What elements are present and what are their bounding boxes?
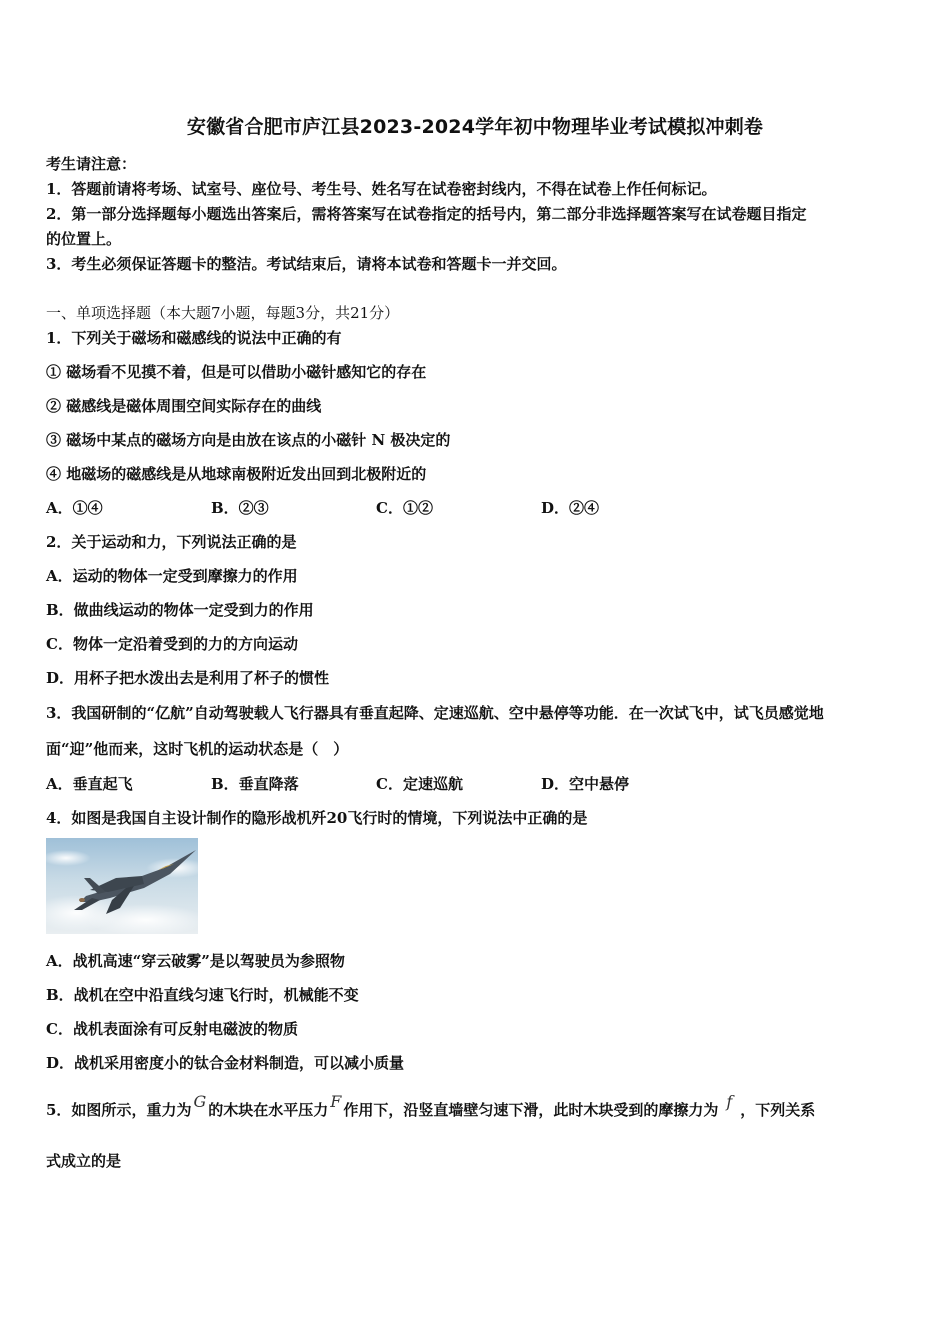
q4-option-a[interactable]: A．战机高速“穿云破雾”是以驾驶员为参照物 — [46, 952, 345, 970]
q3-option-a[interactable]: A．垂直起飞 — [46, 775, 133, 793]
q2-option-a[interactable]: A．运动的物体一定受到摩擦力的作用 — [46, 567, 298, 585]
q4-option-c[interactable]: C．战机表面涂有可反射电磁波的物质 — [46, 1020, 298, 1038]
q2-stem: 2．关于运动和力，下列说法正确的是 — [46, 533, 297, 551]
q1-option-c[interactable]: C．①② — [376, 499, 433, 517]
q5-var-force: F — [330, 1092, 342, 1111]
q4-stem: 4．如图是我国自主设计制作的隐形战机歼20飞行时的情境，下列说法中正确的是 — [46, 809, 588, 827]
q3-option-c[interactable]: C．定速巡航 — [376, 775, 463, 793]
q1-statement-2: ② 磁感线是磁体周围空间实际存在的曲线 — [46, 397, 322, 415]
q3-stem-line1: 3．我国研制的“亿航”自动驾驶载人飞行器具有垂直起降、定速巡航、空中悬停等功能．在一次试飞中，试飞员感觉地 — [46, 704, 824, 722]
q2-option-d[interactable]: D．用杯子把水泼出去是利用了杯子的惯性 — [46, 669, 330, 687]
notice-item-1: 1．答题前请将考场、试室号、座位号、考生号、姓名写在试卷密封线内，不得在试卷上作任何标记。 — [46, 180, 717, 198]
q3-options — [46, 773, 906, 795]
q5-text-part4: ，下列关系 — [740, 1101, 816, 1119]
section-heading: 一、单项选择题（本大题7小题，每题3分，共21分） — [46, 304, 400, 322]
q5-stem-line1 — [46, 1092, 816, 1120]
q2-option-b[interactable]: B．做曲线运动的物体一定受到力的作用 — [46, 601, 314, 619]
q1-statement-4: ④ 地磁场的磁感线是从地球南极附近发出回到北极附近的 — [46, 465, 427, 483]
notice-heading: 考生请注意： — [46, 155, 137, 173]
q1-statement-1: ① 磁场看不见摸不着，但是可以借助小磁针感知它的存在 — [46, 363, 427, 381]
q5-var-friction: f — [726, 1092, 733, 1111]
q3-stem-line2: 面“迎”他而来，这时飞机的运动状态是（ ） — [46, 740, 349, 758]
notice-item-2: 2．第一部分选择题每小题选出答案后，需将答案写在试卷指定的括号内，第二部分非选择题答案写在试卷题目指定 — [46, 205, 807, 223]
q1-statement-3: ③ 磁场中某点的磁场方向是由放在该点的小磁针 N 极决定的 — [46, 431, 451, 449]
fighter-jet-photo — [46, 838, 198, 934]
q1-stem: 1．下列关于磁场和磁感线的说法中正确的有 — [46, 329, 342, 347]
q4-option-b[interactable]: B．战机在空中沿直线匀速飞行时，机械能不变 — [46, 986, 359, 1004]
q5-stem-line2: 式成立的是 — [46, 1152, 122, 1170]
notice-item-2-continued: 的位置上。 — [46, 230, 122, 248]
q5-text-part1: 5．如图所示，重力为 — [46, 1101, 192, 1119]
q3-option-b[interactable]: B．垂直降落 — [211, 775, 299, 793]
q1-option-a[interactable]: A．①④ — [46, 499, 103, 517]
q2-option-c[interactable]: C．物体一定沿着受到的力的方向运动 — [46, 635, 298, 653]
q5-text-part2: 的木块在水平压力 — [208, 1101, 329, 1119]
q3-option-d[interactable]: D．空中悬停 — [541, 775, 630, 793]
q1-option-d[interactable]: D．②④ — [541, 499, 600, 517]
q5-text-part3: 作用下，沿竖直墙壁匀速下滑，此时木块受到的摩擦力为 — [343, 1101, 719, 1119]
q5-var-gravity: G — [193, 1092, 207, 1111]
q1-options — [46, 497, 906, 519]
page-title: 安徽省合肥市庐江县2023-2024学年初中物理毕业考试模拟冲刺卷 — [186, 116, 764, 138]
fighter-jet-illustration — [46, 838, 198, 934]
notice-item-3: 3．考生必须保证答题卡的整洁。考试结束后，请将本试卷和答题卡一并交回。 — [46, 255, 567, 273]
q1-option-b[interactable]: B．②③ — [211, 499, 269, 517]
q4-option-d[interactable]: D．战机采用密度小的钛合金材料制造，可以减小质量 — [46, 1054, 405, 1072]
